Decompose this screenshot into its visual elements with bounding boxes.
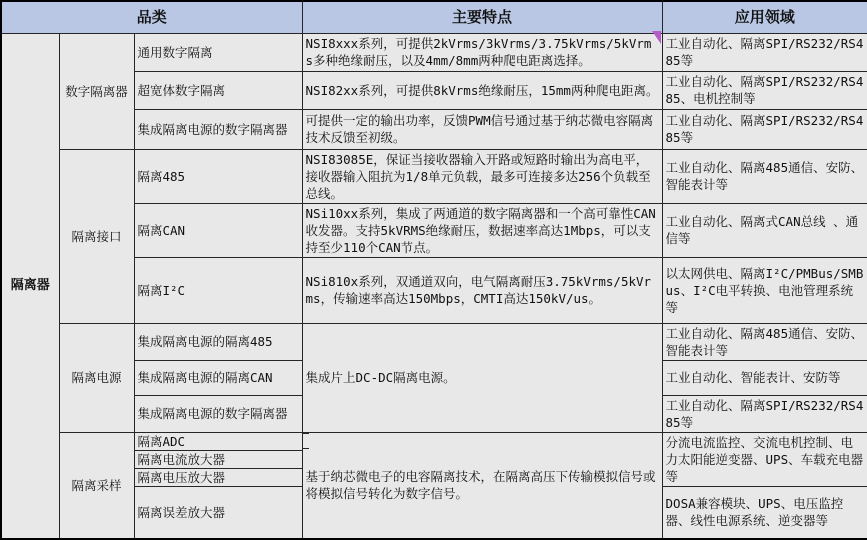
cell-feature-merged-sampling[interactable]: 基于纳芯微电子的电容隔离技术，在隔离高压下传输模拟信号或将模拟信号转化为数字信号。 (302, 432, 662, 539)
cell-product[interactable]: 集成隔离电源的隔离485 (134, 323, 302, 360)
cell-group-isolated-sampling[interactable]: 隔离采样 (59, 432, 134, 539)
cell-application[interactable]: 工业自动化、隔离485通信、安防、智能表计等 (662, 149, 867, 203)
border-stub (302, 448, 309, 449)
cell-application[interactable]: 工业自动化、隔离SPI/RS232/RS485等 (662, 395, 867, 432)
cell-application[interactable]: 工业自动化、隔离SPI/RS232/RS485等 (662, 33, 867, 71)
cell-product[interactable]: 隔离ADC (134, 432, 302, 450)
table-row (1, 323, 867, 360)
cell-feature[interactable]: NSi810x系列，双通道双向，电气隔离耐压3.75kVrms/5kVrms，传输速率高达150Mbps，CMTI高达150kV/us。 (302, 257, 662, 323)
cell-product[interactable]: 通用数字隔离 (134, 33, 302, 71)
header-cell-category[interactable]: 品类 (1, 1, 302, 33)
table-row (1, 33, 867, 71)
cell-application-merged-sampling[interactable]: 分流电流监控、交流电机控制、电力太阳能逆变器、UPS、车载充电器等 (662, 432, 867, 486)
cell-product[interactable]: 集成隔离电源的隔离CAN (134, 360, 302, 395)
cell-application[interactable]: 工业自动化、隔离SPI/RS232/RS485等 (662, 109, 867, 149)
cell-application[interactable]: 以太网供电、隔离I²C/PMBus/SMBus、I²C电平转换、电池管理系统等 (662, 257, 867, 323)
cell-product[interactable]: 隔离I²C (134, 257, 302, 323)
cell-feature[interactable]: NSI83085E，保证当接收器输入开路或短路时输出为高电平，接收器输入阻抗为1/8单元负载，最多可连接多达256个负载至总线。 (302, 149, 662, 203)
cell-feature[interactable]: NSI8xxx系列，可提供2kVrms/3kVrms/3.75kVrms/5kVrms多种绝缘耐压，以及4mm/8mm两种爬电距离选择。 (302, 33, 662, 71)
cell-group-digital-isolator[interactable]: 数字隔离器 (59, 33, 134, 149)
cell-product[interactable]: 集成隔离电源的数字隔离器 (134, 395, 302, 432)
header-cell-features[interactable]: 主要特点 (302, 1, 662, 33)
cell-application[interactable]: DOSA兼容模块、UPS、电压监控器、线性电源系统、逆变器等 (662, 486, 867, 539)
cell-product[interactable]: 隔离电压放大器 (134, 468, 302, 486)
cell-product[interactable]: 隔离误差放大器 (134, 486, 302, 539)
header-row (1, 1, 867, 33)
cell-feature[interactable]: 可提供一定的输出功率，反馈PWM信号通过基于纳芯微电容隔离技术反馈至初级。 (302, 109, 662, 149)
header-cell-applications[interactable]: 应用领域 (662, 1, 867, 33)
cell-product[interactable]: 集成隔离电源的数字隔离器 (134, 109, 302, 149)
cell-feature-merged-power[interactable]: 集成片上DC-DC隔离电源。 (302, 323, 662, 432)
cell-product[interactable]: 隔离CAN (134, 203, 302, 257)
cell-product[interactable]: 隔离485 (134, 149, 302, 203)
border-stub (302, 433, 309, 434)
purple-corner-marker (652, 31, 661, 44)
table-row (1, 432, 867, 450)
cell-application[interactable]: 工业自动化、隔离485通信、安防、智能表计等 (662, 323, 867, 360)
cell-application[interactable]: 工业自动化、隔离式CAN总线 、通信等 (662, 203, 867, 257)
cell-root-category[interactable]: 隔离器 (1, 33, 59, 539)
cell-group-isolated-power[interactable]: 隔离电源 (59, 323, 134, 432)
cell-product[interactable]: 隔离电流放大器 (134, 450, 302, 468)
cell-application[interactable]: 工业自动化、隔离SPI/RS232/RS485、电机控制等 (662, 71, 867, 109)
cell-feature[interactable]: NSi10xx系列，集成了两通道的数字隔离器和一个高可靠性CAN收发器。支持5kVRMS绝缘耐压，数据速率高达1Mbps，可以支持至少110个CAN节点。 (302, 203, 662, 257)
cell-application[interactable]: 工业自动化、智能表计、安防等 (662, 360, 867, 395)
cell-feature[interactable]: NSI82xx系列，可提供8kVrms绝缘耐压，15mm两种爬电距离。 (302, 71, 662, 109)
table-row (1, 149, 867, 203)
cell-group-isolated-interface[interactable]: 隔离接口 (59, 149, 134, 323)
cell-product[interactable]: 超宽体数字隔离 (134, 71, 302, 109)
